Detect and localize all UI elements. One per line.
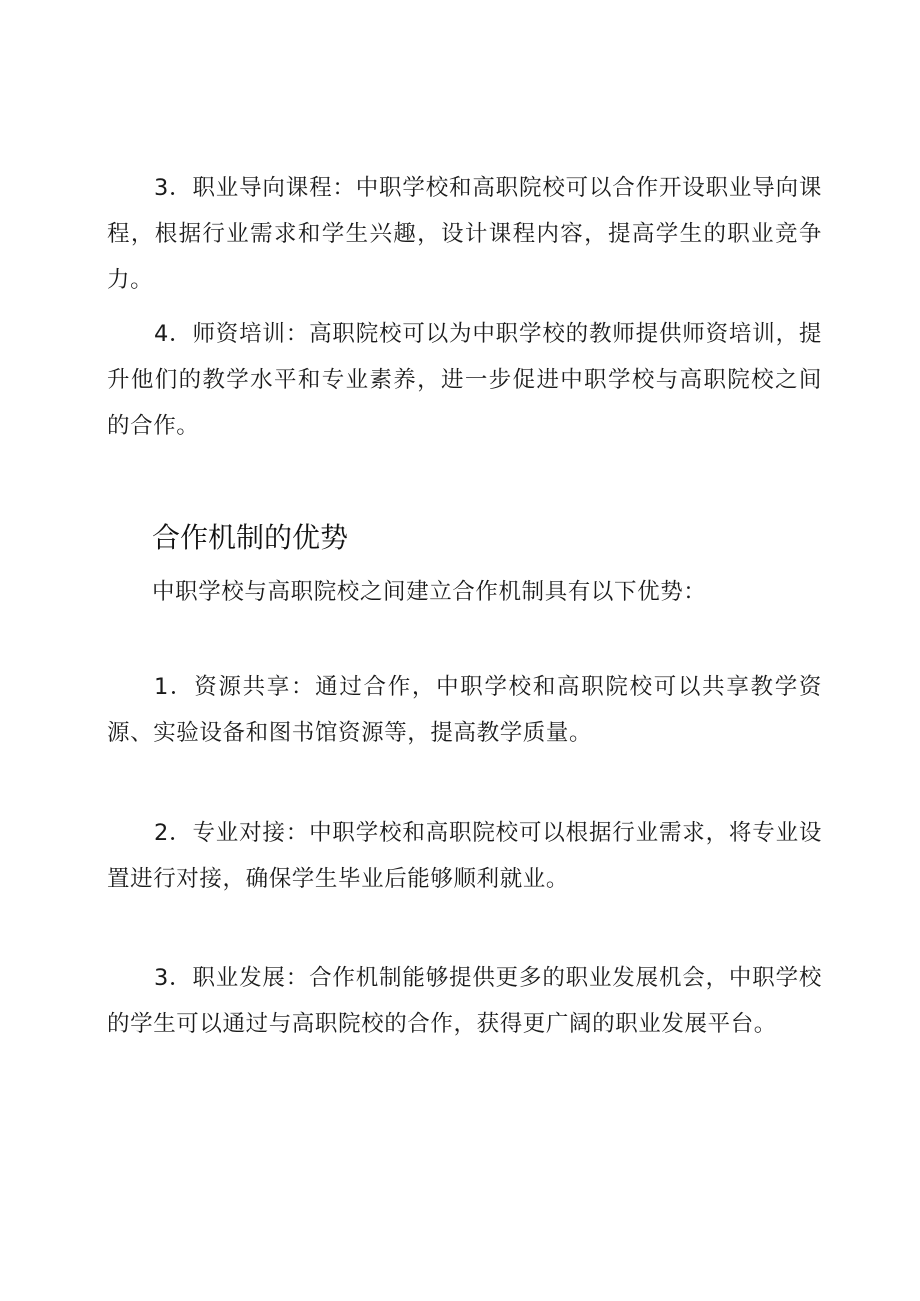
list-item-text: 1．资源共享：通过合作，中职学校和高职院校可以共享教学资源、实验设备和图书馆资源等，提高教学质量。: [107, 674, 822, 746]
list-item-career-development: [107, 955, 822, 1047]
list-item-resource-sharing: [107, 664, 822, 756]
section-heading: 合作机制的优势: [152, 521, 349, 554]
list-item-text: 3．职业发展：合作机制能够提供更多的职业发展机会，中职学校的学生可以通过与高职院校的合作，获得更广阔的职业发展平台。: [107, 965, 822, 1037]
section-intro: 中职学校与高职院校之间建立合作机制具有以下优势：: [152, 579, 707, 605]
list-item-text: 4．师资培训：高职院校可以为中职学校的教师提供师资培训，提升他们的教学水平和专业素养，进一步促进中职学校与高职院校之间的合作。: [107, 321, 822, 439]
list-item-text: 2．专业对接：中职学校和高职院校可以根据行业需求，将专业设置进行对接，确保学生毕业后能够顺利就业。: [107, 820, 822, 892]
list-item-text: 3．职业导向课程：中职学校和高职院校可以合作开设职业导向课程，根据行业需求和学生兴趣，设计课程内容，提高学生的职业竞争力。: [107, 175, 822, 293]
list-item-major-alignment: [107, 810, 822, 902]
list-item-vocational-courses: [107, 165, 822, 303]
list-item-teacher-training: [107, 311, 822, 449]
